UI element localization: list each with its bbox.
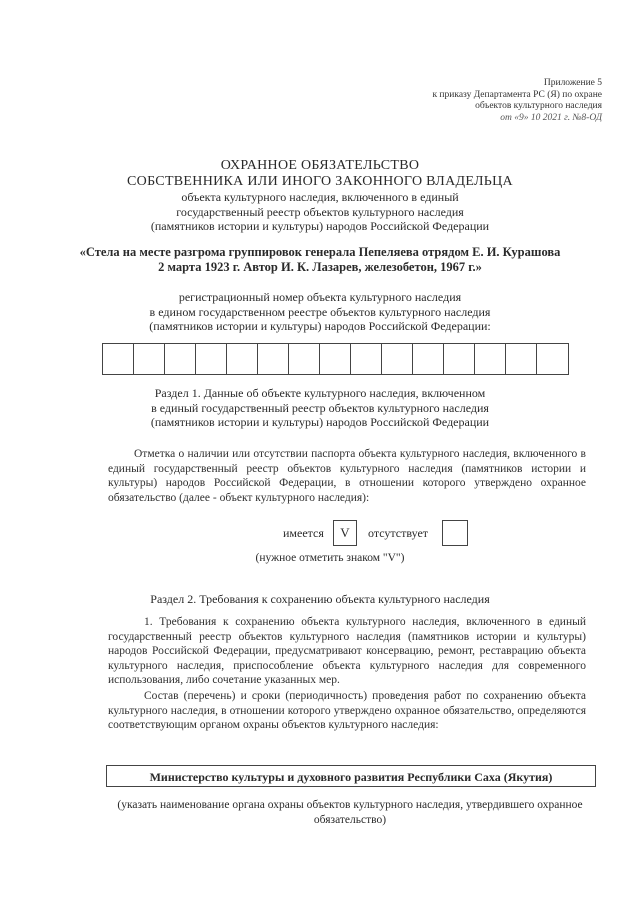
has-passport-label: имеется <box>283 526 324 540</box>
authority-name-box: Министерство культуры и духовного развития Республики Саха (Якутия) <box>106 765 596 787</box>
mark-instruction: (нужное отметить знаком "V") <box>255 552 405 564</box>
passport-choice <box>0 520 640 546</box>
document-subtitle <box>60 190 580 234</box>
subtitle-line-3: (памятников истории и культуры) народов Российской Федерации <box>150 219 490 233</box>
section-1-line-2: в единый государственный реестр объектов культурного наследия <box>151 400 489 415</box>
no-passport-checkbox[interactable] <box>442 520 468 546</box>
registration-cell[interactable] <box>475 344 506 374</box>
registration-cell[interactable] <box>351 344 382 374</box>
registration-label <box>60 290 580 334</box>
works-paragraph: Состав (перечень) и сроки (периодичность) проведения работ по сохранению объекта культурного наследия, в отношении которого утверждено охранное обязательство, определяются соответствующим органом охраны объектов культурного наследия: <box>108 690 586 731</box>
title-line-1: ОХРАННОЕ ОБЯЗАТЕЛЬСТВО <box>220 158 420 173</box>
passport-paragraph: Отметка о наличии или отсутствии паспорта объекта культурного наследия, включенного в единый государственный реестр объектов культурного наследия (памятников истории и культуры) народов Российской Федерации, в отношении которого утверждено охранное обязательство (далее - объект культурного наследия): <box>108 448 586 504</box>
registration-cell[interactable] <box>258 344 289 374</box>
registration-cell[interactable] <box>382 344 413 374</box>
section-1-line-3: (памятников истории и культуры) народов Российской Федерации <box>150 415 490 429</box>
registration-cell[interactable] <box>196 344 227 374</box>
appendix-line-1: Приложение 5 <box>543 78 602 88</box>
appendix-line-2: к приказу Департамента РС (Я) по охране <box>432 89 602 100</box>
registration-cell[interactable] <box>134 344 165 374</box>
registration-cell[interactable] <box>537 344 568 374</box>
title-line-2: СОБСТВЕННИКА ИЛИ ИНОГО ЗАКОННОГО ВЛАДЕЛЬЦА <box>127 174 513 189</box>
subtitle-line-2: государственный реестр объектов культурного наследия <box>176 204 464 219</box>
registration-cell[interactable] <box>413 344 444 374</box>
appendix-line-3: объектов культурного наследия <box>475 101 602 111</box>
registration-line-3: (памятников истории и культуры) народов Российской Федерации: <box>149 319 491 333</box>
no-passport-label: отсутствует <box>368 526 429 540</box>
appendix-reference <box>362 78 602 124</box>
has-passport-checkbox[interactable]: V <box>333 520 357 546</box>
registration-line-2: в едином государственном реестре объектов культурного наследия <box>149 304 491 319</box>
object-name <box>60 245 580 275</box>
registration-line-1: регистрационный номер объекта культурного наследия <box>178 290 462 304</box>
section-1-heading <box>60 386 580 430</box>
object-name-line-2: 2 марта 1923 г. Автор И. К. Лазарев, железобетон, 1967 г.» <box>158 260 482 274</box>
registration-cell[interactable] <box>289 344 320 374</box>
section-2-heading: Раздел 2. Требования к сохранению объекта культурного наследия <box>150 592 490 606</box>
registration-cell[interactable] <box>506 344 537 374</box>
object-name-line-1: «Стела на месте разгрома группировок генерала Пепеляева отрядом Е. И. Курашова <box>79 245 561 259</box>
authority-note: (указать наименование органа охраны объектов культурного наследия, утвердившего охранное обязательство) <box>117 799 583 826</box>
registration-cell[interactable] <box>320 344 351 374</box>
subtitle-line-1: объекта культурного наследия, включенного в единый <box>181 190 459 204</box>
section-1-line-1: Раздел 1. Данные об объекте культурного наследия, включенном <box>154 386 486 400</box>
requirements-paragraph: 1. Требования к сохранению объекта культурного наследия, включенного в единый государственный реестр объектов культурного наследия (памятников истории и культуры) народов Российской Федерации, предусматривают консервацию, ремонт, реставрацию объекта культурного наследия, приспособление объекта культурного наследия для современного использования, либо сочетание указанных мер. <box>108 616 586 686</box>
registration-cell[interactable] <box>227 344 258 374</box>
appendix-line-4: от «9» 10 2021 г. №8-ОД <box>500 112 602 123</box>
document-title <box>60 158 580 190</box>
registration-number-cells <box>102 343 569 375</box>
registration-cell[interactable] <box>103 344 134 374</box>
registration-cell[interactable] <box>444 344 475 374</box>
registration-cell[interactable] <box>165 344 196 374</box>
